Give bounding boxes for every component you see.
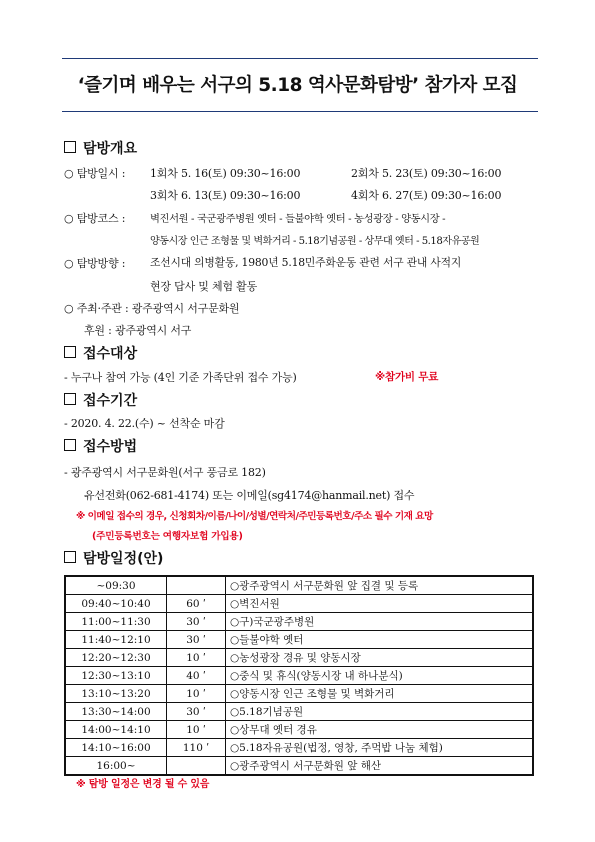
date-round-1: 1회차 5. 16(토) 09:30~16:00 [150,167,301,180]
schedule-description-cell: ○상무대 옛터 경유 [226,721,534,739]
sponsor-text: 후원 : 광주광역시 서구 [84,324,192,337]
schedule-time-cell: 13:10~13:20 [65,685,167,703]
schedule-table [64,575,534,776]
schedule-duration-cell: 40 ʹ [167,667,226,685]
method-email-note: ※ 이메일 접수의 경우, 신청회차/이름/나이/성별/연락처/주민등록번호/주소 필수 기재 요망 [76,511,433,522]
schedule-description-cell: ○광주광역시 서구문화원 앞 해산 [226,757,534,776]
schedule-description-cell: ○구)국군광주병원 [226,613,534,631]
date-round-2: 2회차 5. 23(토) 09:30~16:00 [351,167,502,180]
schedule-description-cell: ○농성광장 경유 및 양동시장 [226,649,534,667]
table-row [65,667,533,685]
period-text: - 2020. 4. 22.(수) ~ 선착순 마감 [64,417,225,430]
table-row [65,576,533,595]
schedule-time-cell: ~09:30 [65,576,167,595]
square-bullet-icon [64,141,76,153]
page-title: ‘즐기며 배우는 서구의 5.18 역사문화탐방’ 참가자 모집 [77,75,518,96]
schedule-duration-cell: 30 ʹ [167,631,226,649]
section-heading-target [64,343,137,363]
bottom-rule [62,111,538,112]
course-line-1: 벽진서원 - 국군광주병원 옛터 - 들불야학 옛터 - 농성광장 - 양동시장 - [150,213,446,225]
schedule-duration-cell: 60 ʹ [167,595,226,613]
square-bullet-icon [64,551,76,563]
course-label: ○ 탐방코스 : [64,212,126,225]
method-contact: 유선전화(062-681-4174) 또는 이메일(sg4174@hanmail.net) 접수 [84,489,415,502]
table-row [65,757,533,776]
top-rule [62,58,538,59]
schedule-duration-cell [167,576,226,595]
section-heading-method [64,436,137,456]
table-row [65,721,533,739]
fee-free-badge: ※참가비 무료 [375,371,439,383]
schedule-time-cell: 12:30~13:10 [65,667,167,685]
schedule-time-cell: 14:00~14:10 [65,721,167,739]
schedule-heading-text: 탐방일정(안) [83,551,164,567]
direction-label: ○ 탐방방향 : [64,257,126,270]
schedule-duration-cell: 10 ʹ [167,685,226,703]
schedule-description-cell: ○중식 및 휴식(양동시장 내 하나분식) [226,667,534,685]
schedule-time-cell: 14:10~16:00 [65,739,167,757]
schedule-duration-cell: 10 ʹ [167,721,226,739]
schedule-duration-cell: 110 ʹ [167,739,226,757]
target-text: - 누구나 참여 가능 (4인 기준 가족단위 접수 가능) [64,371,297,384]
schedule-description-cell: ○5.18기념공원 [226,703,534,721]
square-bullet-icon [64,439,76,451]
table-row [65,685,533,703]
direction-line-1: 조선시대 의병활동, 1980년 5.18민주화운동 관련 서구 관내 사적지 [150,256,462,269]
schedule-description-cell: ○들불야학 옛터 [226,631,534,649]
schedule-time-cell: 09:40~10:40 [65,595,167,613]
course-line-2: 양동시장 인근 조형물 및 벽화거리 - 5.18기념공원 - 상무대 옛터 - 5.18자유공원 [150,236,480,247]
schedule-description-cell: ○양동시장 인근 조형물 및 벽화거리 [226,685,534,703]
section-heading-schedule [64,548,163,568]
schedule-description-cell: ○광주광역시 서구문화원 앞 집결 및 등록 [226,576,534,595]
schedule-change-note: ※ 탐방 일정은 변경 될 수 있음 [76,779,210,790]
schedule-time-cell: 16:00~ [65,757,167,776]
schedule-time-cell: 12:20~12:30 [65,649,167,667]
date-round-4: 4회차 6. 27(토) 09:30~16:00 [351,189,502,202]
target-heading-text: 접수대상 [83,346,138,362]
period-heading-text: 접수기간 [83,393,138,409]
host-text: ○ 주최·주관 : 광주광역시 서구문화원 [64,302,240,315]
overview-heading-text: 탐방개요 [83,141,138,157]
section-heading-period [64,390,137,410]
schedule-duration-cell: 30 ʹ [167,703,226,721]
method-address: - 광주광역시 서구문화원(서구 풍금로 182) [64,466,266,479]
schedule-time-cell: 11:40~12:10 [65,631,167,649]
schedule-duration-cell: 10 ʹ [167,649,226,667]
table-row [65,613,533,631]
dates-label: ○ 탐방일시 : [64,167,126,180]
square-bullet-icon [64,393,76,405]
table-row [65,649,533,667]
square-bullet-icon [64,346,76,358]
date-round-3: 3회차 6. 13(토) 09:30~16:00 [150,189,301,202]
table-row [65,703,533,721]
direction-line-2: 현장 답사 및 체험 활동 [150,280,258,293]
section-heading-overview [64,138,137,158]
table-row [65,739,533,757]
method-rrn-note: (주민등록번호는 여행자보험 가입용) [92,531,243,542]
schedule-duration-cell: 30 ʹ [167,613,226,631]
method-heading-text: 접수방법 [83,439,138,455]
schedule-description-cell: ○벽진서원 [226,595,534,613]
schedule-description-cell: ○5.18자유공원(법정, 영창, 주먹밥 나눔 체험) [226,739,534,757]
schedule-duration-cell [167,757,226,776]
table-row [65,595,533,613]
schedule-time-cell: 13:30~14:00 [65,703,167,721]
table-row [65,631,533,649]
schedule-time-cell: 11:00~11:30 [65,613,167,631]
